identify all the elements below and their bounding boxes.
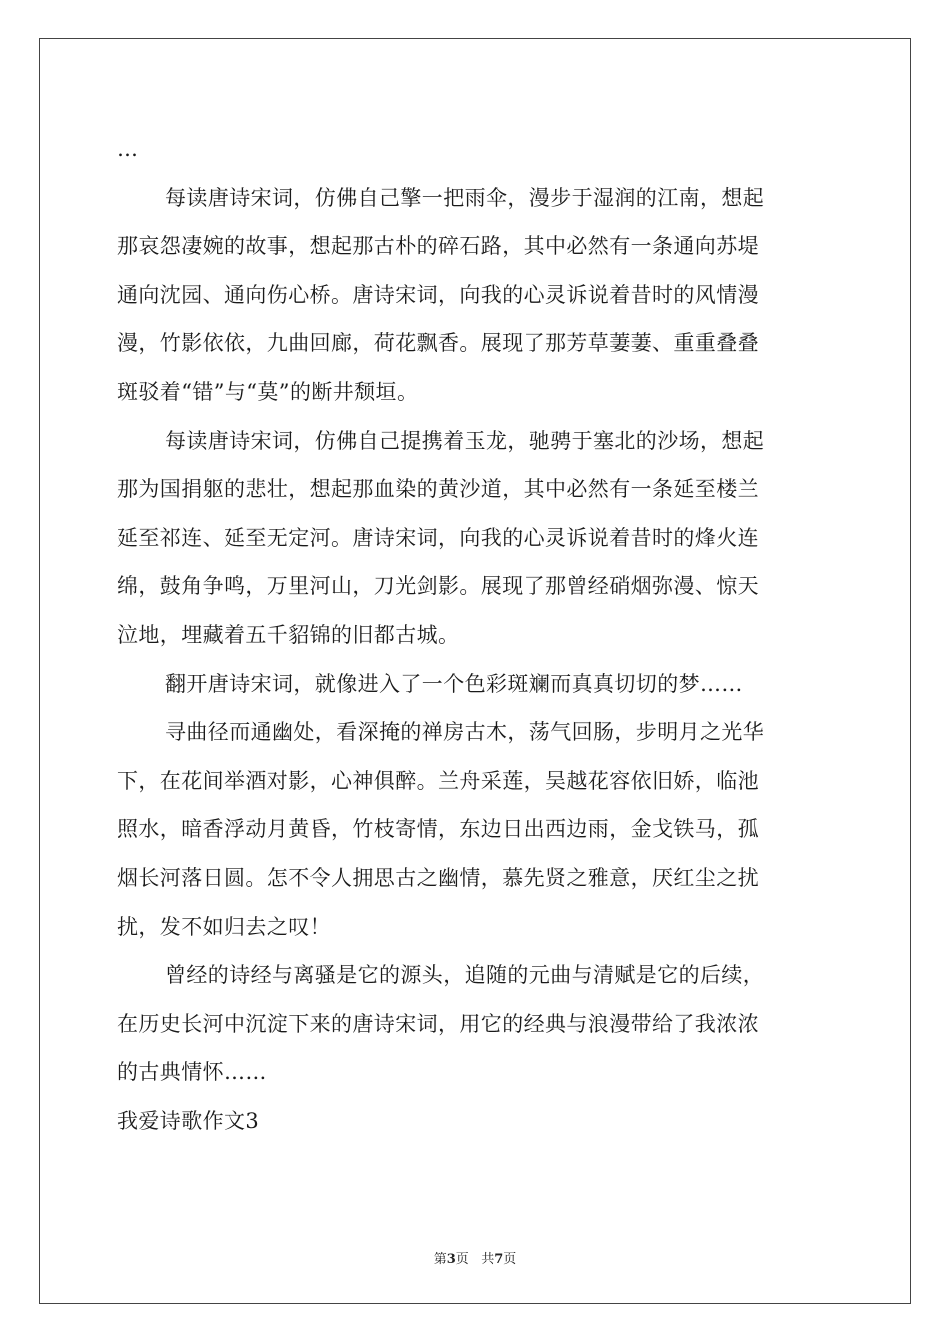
footer-middle: 页 共 [455,1252,495,1267]
text-line: 每读唐诗宋词，仿佛自己提携着玉龙，驰骋于塞北的沙场，想起 [165,428,765,453]
text-line: 寻曲径而通幽处，看深掩的禅房古木，荡气回肠，步明月之光华 [165,720,765,745]
text-line: … [117,137,140,161]
text-line: 那为国捐躯的悲壮，想起那血染的黄沙道，其中必然有一条延至楼兰 [117,477,759,502]
footer-suffix: 页 [503,1252,517,1267]
footer-prefix: 第 [433,1252,447,1267]
text-line: 每读唐诗宋词，仿佛自己擎一把雨伞，漫步于湿润的江南，想起 [165,185,765,210]
text-line: 延至祁连、延至无定河。唐诗宋词，向我的心灵诉说着昔时的烽火连 [117,525,759,550]
current-page-number: 3 [446,1252,456,1267]
text-line: 的古典情怀…… [117,1060,267,1085]
page-footer [0,1248,950,1267]
text-line: 绵，鼓角争鸣，万里河山，刀光剑影。展现了那曾经硝烟弥漫、惊天 [117,574,759,599]
text-line: 通向沈园、通向伤心桥。唐诗宋词，向我的心灵诉说着昔时的风情漫 [117,282,759,307]
text-line: 曾经的诗经与离骚是它的源头，追随的元曲与清赋是它的后续， [165,963,765,988]
text-line: 烟长河落日圆。怎不令人拥思古之幽情，慕先贤之雅意，厌红尘之扰 [117,865,759,890]
text-line: 泣地，埋藏着五千貂锦的旧都古城。 [117,622,460,647]
text-line: 在历史长河中沉淀下来的唐诗宋词，用它的经典与浪漫带给了我浓浓 [117,1011,759,1036]
text-line: 翻开唐诗宋词，就像进入了一个色彩斑斓而真真切切的梦…… [165,671,743,696]
text-line: 照水，暗香浮动月黄昏，竹枝寄情，东边日出西边雨，金戈铁马，孤 [117,817,759,842]
text-line: 那哀怨凄婉的故事，想起那古朴的碎石路，其中必然有一条通向苏堤 [117,234,759,259]
text-line: 下，在花间举酒对影，心神俱醉。兰舟采莲，吴越花容依旧娇，临池 [117,768,759,793]
total-page-count: 7 [494,1252,504,1267]
document-body [117,125,833,1145]
text-line: 扰，发不如归去之叹！ [117,914,331,939]
text-line: 漫，竹影依依，九曲回廊，荷花飘香。展现了那芳草萋萋、重重叠叠 [117,331,759,356]
text-line: 斑驳着“错”与“莫”的断井颓垣。 [117,379,419,404]
section-heading: 我爱诗歌作文3 [117,1108,260,1133]
